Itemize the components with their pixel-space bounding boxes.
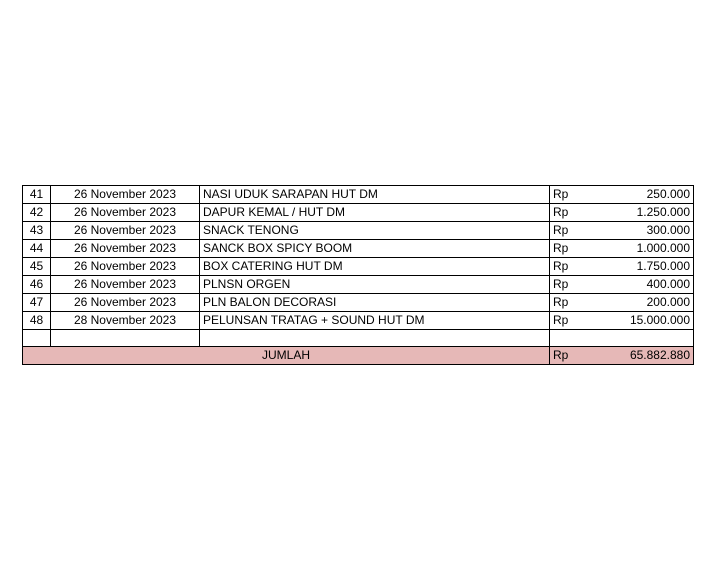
amount-cell: 1.750.000 <box>612 258 694 276</box>
table-row <box>23 186 694 204</box>
description-cell: PELUNSAN TRATAG + SOUND HUT DM <box>200 312 550 330</box>
row-number-cell: 42 <box>23 204 51 222</box>
amount-cell: 300.000 <box>612 222 694 240</box>
date-cell: 28 November 2023 <box>51 312 200 330</box>
amount-cell: 1.000.000 <box>612 240 694 258</box>
description-cell: NASI UDUK SARAPAN HUT DM <box>200 186 550 204</box>
table-row <box>23 240 694 258</box>
currency-cell: Rp <box>550 276 612 294</box>
row-number-cell: 45 <box>23 258 51 276</box>
empty-cell <box>612 330 694 347</box>
empty-cell <box>200 330 550 347</box>
currency-cell: Rp <box>550 186 612 204</box>
empty-cell <box>23 330 51 347</box>
amount-cell: 250.000 <box>612 186 694 204</box>
description-cell: PLN BALON DECORASI <box>200 294 550 312</box>
description-cell: DAPUR KEMAL / HUT DM <box>200 204 550 222</box>
amount-cell: 400.000 <box>612 276 694 294</box>
currency-cell: Rp <box>550 312 612 330</box>
date-cell: 26 November 2023 <box>51 276 200 294</box>
description-cell: SNACK TENONG <box>200 222 550 240</box>
amount-cell: 200.000 <box>612 294 694 312</box>
description-cell: PLNSN ORGEN <box>200 276 550 294</box>
row-number-cell: 46 <box>23 276 51 294</box>
total-amount: 65.882.880 <box>612 347 694 365</box>
row-number-cell: 43 <box>23 222 51 240</box>
amount-cell: 15.000.000 <box>612 312 694 330</box>
table-row <box>23 204 694 222</box>
date-cell: 26 November 2023 <box>51 258 200 276</box>
row-number-cell: 44 <box>23 240 51 258</box>
expense-table-body <box>23 186 694 365</box>
row-number-cell: 47 <box>23 294 51 312</box>
empty-cell <box>550 330 612 347</box>
currency-cell: Rp <box>550 294 612 312</box>
currency-cell: Rp <box>550 222 612 240</box>
amount-cell: 1.250.000 <box>612 204 694 222</box>
table-row <box>23 222 694 240</box>
date-cell: 26 November 2023 <box>51 222 200 240</box>
date-cell: 26 November 2023 <box>51 204 200 222</box>
row-number-cell: 41 <box>23 186 51 204</box>
total-row <box>23 347 694 365</box>
table-row <box>23 276 694 294</box>
currency-cell: Rp <box>550 240 612 258</box>
description-cell: BOX CATERING HUT DM <box>200 258 550 276</box>
description-cell: SANCK BOX SPICY BOOM <box>200 240 550 258</box>
table-row <box>23 258 694 276</box>
currency-cell: Rp <box>550 258 612 276</box>
date-cell: 26 November 2023 <box>51 240 200 258</box>
total-label: JUMLAH <box>23 347 550 365</box>
currency-cell: Rp <box>550 204 612 222</box>
row-number-cell: 48 <box>23 312 51 330</box>
table-row <box>23 312 694 330</box>
empty-row <box>23 330 694 347</box>
empty-cell <box>51 330 200 347</box>
table-row <box>23 294 694 312</box>
expense-table <box>22 185 694 365</box>
date-cell: 26 November 2023 <box>51 186 200 204</box>
date-cell: 26 November 2023 <box>51 294 200 312</box>
total-currency: Rp <box>550 347 612 365</box>
